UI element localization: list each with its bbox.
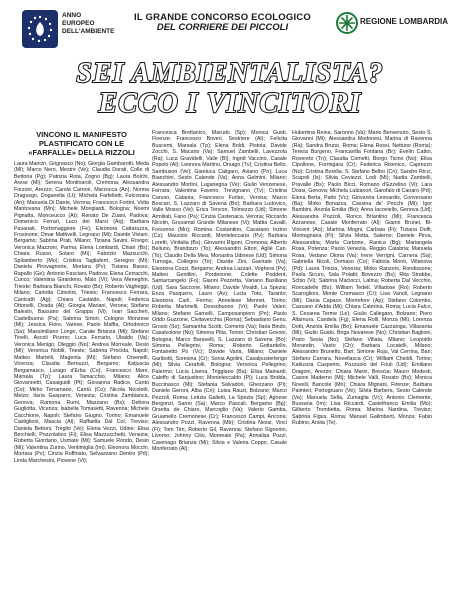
regione-lombardia-logo-icon (336, 12, 358, 34)
page-header (0, 0, 450, 58)
headline-line-2: ECCO I VINCITORI (98, 88, 362, 119)
winners-list-3: Hubertina Reina, Saronno (Va); Mario Benvenuto, Sesto S. Giovanni (Mi); Alessandra Modonesi, Marina di Ravenna (Ra); Sandra Bruno, Roma; Elena Rossi, Nettuno (Roma); Teresa Burgeno, Francavilla Fontana (Br); Evelin Cattoi, Rovereto (Tn); Claudia Cometti, Borgo Ticino (No); Elisa Cipollone, Formigara (Cr); Federica Risenico, Caprezzo (No); Cristina Borella, S. Stefano Belbo (Cn); Sandro Ricci, Scapoli (Is); Silvia Ceviezzi, Lodi (Mi); Nadia Zambelli, Pravalle (Bs); Paolo Bicci, Romano d'Ezzelino (Vi); Lara Dossi, Genova; Michela Lubianori, Garofalo di Canaro (Pd); Elena Berta, Patto (Vc); Giovanna Leonardis, Conversano (Ba); Mirko Bonazza, Cassina de' Pecchi (Mi); Igor Bambini, Anzola Emilia (Bo); Anna Iacoviello, Genova (Ud); Alessandra Pozzoli, Ronco Briantino (Mi); Francesca Azzanese, Casale Monferrato (Al); Gianni Brunel, Bi-Vincent (Ao); Martina Mogni, Carbaia (Fi); Tiziana Dolfi, Montagnana (Pi); Silvia Motta, Salerno; Daniele Pirva, Alessandria; Marta Carbone, Ranica (Bg); Mariangela Rosa, Potenza; Paolo Venezia, Reggio Calabria; Manuela Rosa, Vedano Olona (Va); Irene Verrigni, Carnera (Sa); Gabriella Nicoli, Domaso (Co); Fabiola Monti, Villanova (Pd); Laura Trincia, Venezia; Mirko Ranzoni, Rondissone; Paola Sicuro, Sala Polatti; Bovezzo (Bs); Rita Strabbe, Schio (Vi); Sabrina Maciocci, Latina; Roberta Dal Vecchio, Roncadelle (Bs); William Tedeli, Villadose (Ro); Roberto Scaroglioni, Monte Cremasco (Cr); Lisa Vanoli, Legnano (Mi); Dania Capace, Montefore (Ap); Stefano Colombo, Cassano d'Adda (Mi); Chiara Caterina, Roma; Lucia Falco, S. Cesarea Terme (Le); Giulio Callegaro, Bolzano; Piero Altamura, Candela (Fg); Elena Rolli, Monza (Mi); Lorenza Dotti, Anzola Emilia (Bo); Emanuele Cazzaniga, Villasanta (Mi); Giulio Guido, Briga Novarese (No); Christian Baglioni, Prato Sesia (No); Stefano Villata, Milano; Leopoldo Morandin, Vasto (Ch); Barbara Locatelli, Milano; Alessandro Brunetto, Bari; Simone Ruju, Val Cerrina, Bari; Stefano Carrara, Novellasca (Cr); William Chioldi, Torino; Katiuscia Casperini, Pozzuolo del Friuli (Ud); Emiliano Dragoni, Arezzo; Chiara Marin, Brescia; Mauro Modesti, Casoni Maderno (Mi); Michele Valli, Rovato (Bs); Monica Novelli, Bancole (Mn); Chiara Mignani, Firenze; Barbara Palmieri, Portogruaro (Ve); Silvia Barbera, Sesto Calende (Va); Manuela Sella, Zumaglia (Vc); Antonio Clemente, Bussana (Im); Lisa Riccardi, Castelfranco Emilia (Mo); Gilberto Trombetta, Roma; Marina Nardina, Treviso; Sabrina Figus, Roma; Manuel Galimberti, Monza; Fabio Rubino, Arsita (Te). (292, 130, 432, 427)
winners-column-1 (14, 130, 149, 592)
region-name: REGIONE LOMBARDIA (360, 17, 448, 26)
headline-line-1: SEI AMBIENTALISTA? (76, 58, 384, 89)
contest-subtitle: DEL CORRIERE DEI PICCOLI (156, 22, 289, 33)
manifesto-line-1: VINCONO IL MANIFESTO (36, 130, 127, 139)
contest-title: IL GRANDE CONCORSO ECOLOGICO (134, 12, 311, 23)
manifesto-heading (14, 130, 149, 157)
manifesto-line-2: PLASTIFICATO CON LE (38, 139, 125, 148)
european-year-environment-logo-icon (20, 8, 60, 50)
manifesto-line-3: «FARFALLE» DELLA RIZZOLI (28, 148, 135, 157)
winners-list-1: Laura Mancin, Grignasco (No); Giorgia Gambarotti, Meda (Mi); Marco Nero, Mestre (Ve); Claudia Dorati, Colle di Bettona (Pg); Patrizia Rota, Zogno (Bg); Laura Bolchi, Arese (Mi); Serena Montinaroli, Cremona; Alessandra Forzoni, Arezzo; Carola Carroni, Marzocca (An); Norma Dragusgo, Doganella (Lt); Michela Farfelletti, Falconara (An); Manuela Di Dante, Verona; Francesco Fortini, Volta Mantovana (Mn); Michele Mongiardi, Bologna; Noemi Pignatta, Monceucco (At); Renato De Zuani, Padova; Domenico Ferrari, Luco dei Marsi (Aq); Barbara Pavanati, Portomaggiore (Fe); Eleonora Cattaruzza, Frosinone; Omar Mattivelli, Legnano (Mi); Davide Viviani, Bergamo; Sabrina Prati, Milano; Tiziana Savini, Rovigo; Veronica Mazzoni, Parma; Elena Lombardi, Chiari (Bs); Chiara Russo, Solaro (Mi); Fabrizio Mazzucchi, Spilamberto (Mo); Cristina Tagliaferri, Seregno (Mi); Daniela Pirovagnone, Mortara (Pv); Tiziana Basso, Rapallo (Ge); Antonio Fasciani, Padova; Elena Cerracchi, Cunco; Valentina Girardeno, Malo (Vi); Vera Meneghin, Trieste; Barbara Bianchi, Rovato (Bs); Roberto Vagheggi, Milano; Carlotta Cimolini, Trieste; Francesco Ferrara, Canicattì (Ag); Chiara Castaldo, Napoli; Federica Ottonelli, Ovada (Al); Giorgia Mariani, Verona; Stefano Balestri, Bassano del Grappa (Vi); Ivan Saccheri, Castelbuono (Pa); Sabrina Sirtori, Cologno Monzese (Mi); Jessica Fiore, Varese; Paolo Maffia, Ortodonico (Sa); Massimiliano Longo, Carate Brianza (Mi); Stefano Tinelli, Ascoli Piceno; Luca Ferrario, Ubaldo (Va); Veronica Menigo, Oleggio (No); Andrea Morreale, Desio (Mi); Veronica Nobili, Trieste; Sabrina Procida, Napoli; Matteo Martelli, Magenta (Mi); Stefano Orsenelli, Vicenza; Claudia Bernuzzi, Bergamo; Katjuscia Bergamasco, Lurago d'Erba (Co); Francesco Mare, Marsala (Tp); Laura Tamacchio, Milano; Alice Giovannetti, Casaiguidi (Pt); Giovanna Radice, Cantù (Co); Mirko Terramano, Cantù (Co); Nicola Nicoletti, Melzo; Ilaria Gasparro, Venezia; Cristina Zambianca, Genova; Ramona Rumi, Mazzano (Bs); Debora Gugliotta, Vicenza; Isabella Tomasetti, Ravenna; Michele Cacchione, Napoli; Stefano Giugno, Torino; Emanuele Castiglioni, Mascia (Al); Raffaella Dal Col, Treviso; Daniela Bettoni, Treglio (Ve); Elena Vezzi, Udine; Elisa Berchielli, Pozzolatico (Fi); Elisa Mazzucchetti, Venezia; Roberta Giordano, Usmate (Mi); Samuele Rondo, Desio (Mi); Valentina Zurino, Ventimiglia (Im); Eleonora Mocchi, Mortara (Pv); Cinzia Ruffinato, Selvazzano Dentro (Pd); Linda Marchesini, Piovene (Vi); (14, 161, 149, 464)
winners-column-2 (152, 130, 287, 592)
eu-caption: ANNO EUROPEO DELL'AMBIENTE (62, 12, 115, 35)
winners-list-2: Francesca Brettanico, Marudo (Sp); Monica Guidi, Firenze; Francesco Boveri, Sestriere (Al); Felicita Buscemi, Marsala (Tp); Elena Boldi, Pistoia; Davide Zocchi, S. Macario (Va); Samuel Zambelli, Lavezzola (Ra); Luca Gravidelli, Vaile (Bl); Ingrid Vaccino, Casale Popolo (Al); Leonora Martino, Orsago (Tv); Cristina Bello, Sambuson (Ve); Gianluca Caligaro, Aviano (Pn); Luca Bianchini, Sesto Calende (Va); Anna Gelmini, Milano; Alessandro Mortini, Luganegna (Ve); Giulio Venzenese, Ferrara; Valentina Faverio, Trevignano (Tv); Cristina Caruso, Catania; Francesco Furlan, Verona; Marco Boscari, S. Lazzaro di Savena (Bo); Barbara Ludovico, Valle Mosso (Ve); Erica Tencon, Tolmezzo (Ud); Simone Armiliati, Fano (Ps); Cinzia Castenaca, Verona; Riccardo Nicolin, Gruvamal Grande Milanese (Vi); Mattia Cavalli, Fresonno (Mn); Romina Costantino, Casarano Inzino (Cs); Maurizio Riccardi, Monteleccaria (Pv); Barbara Loretti, Vinitalia (Bs); Giovanni Rigoni, Cremona; Alberto Belluno, Brandizzo (To); Alessandro Ettori, Agliè Can. (To); Claudio Della Mea, Monastra Udinese (Ud); Simona Turnoga, Collegno (To); Davide Zini, Gavirate (Va); Eleonora Cozzi, Bergamo; Andrea Lazzari, Voghera (Pv); Matteo Gentilini, Pordenone; Colette Poddent, Santarcangelo (Fo); Gianni Pezzetta, Variano Basiliano (Ud); Sara Saccone, Milano; Davide Vivaldi, La Spezia; Enza Pasquero, Lauro (Av); Lucia Toto, Taranto; Eleonora Carli, Fermo; Anneliese Mennet, Torino; Roberta Martinelli, Dossobuono (Vr); Paolo Valeri, Milano; Stefano Garnelli, Camposanpiero (Pn); Paolo Oddo Guzzone, Civitavecchia (Roma); Sebastiano Genu, Grosio (So); Samantha Scotti, Comerio (Va); Ilaria Bindo, Casalvolone (No); Simona Pitia, Torino; Christian Govoni, Bologna; Marco Baravelli, S. Lazzaro di Savena (Bo); Simona Pellegrini, Roma; Roberto Gottardello, Fontanetto Po (Vc); Davide Varia, Milano; Daniele Garibotti, Soresina (Cr); Sonia Agolini, Casalpusterlengo (Mi); Silvia Cerafolli, Bologna; Veronica Pellegrino, Palermo; Lucia Lisena, Trigglano (Ba); Elisa Mainardi, Caleffo di Sanjustino; Monteleccaldo (Pi); Luca Bridda, Buccinasco (Mi); Stefania Salvadori, Ghezzano (Pi); Daniele Geroni, Alba (Cn); Luisa Rauzi, Bolzano; Marco Pezzoli, Roma; Letizia Galletti, La Spezia (Sp); Agnese Bergonzi, Sarno (Sa); Marco Pascali, Bergamo (Bg); Orsetta de Chiaro, Marcoglio (Va); Valerio Gamba, Gruamello Cremonese (Cr); Francesco Campi, Ancona; Alessandro Pozzi, Ravenna (Mb); Cristina Nessi, Vinci (Fi); Tom Tirri, Roberto Gil, Ravenna; Stefano Signorini, Livorno; Johnny Cilio, Monreale (Pa); Annalisa Pozzi, Cavenago Brianza (Mi); Silvia e Valeria Coppo, Casale Monferrato (Al); (152, 130, 287, 453)
winners-column-3 (292, 130, 432, 592)
